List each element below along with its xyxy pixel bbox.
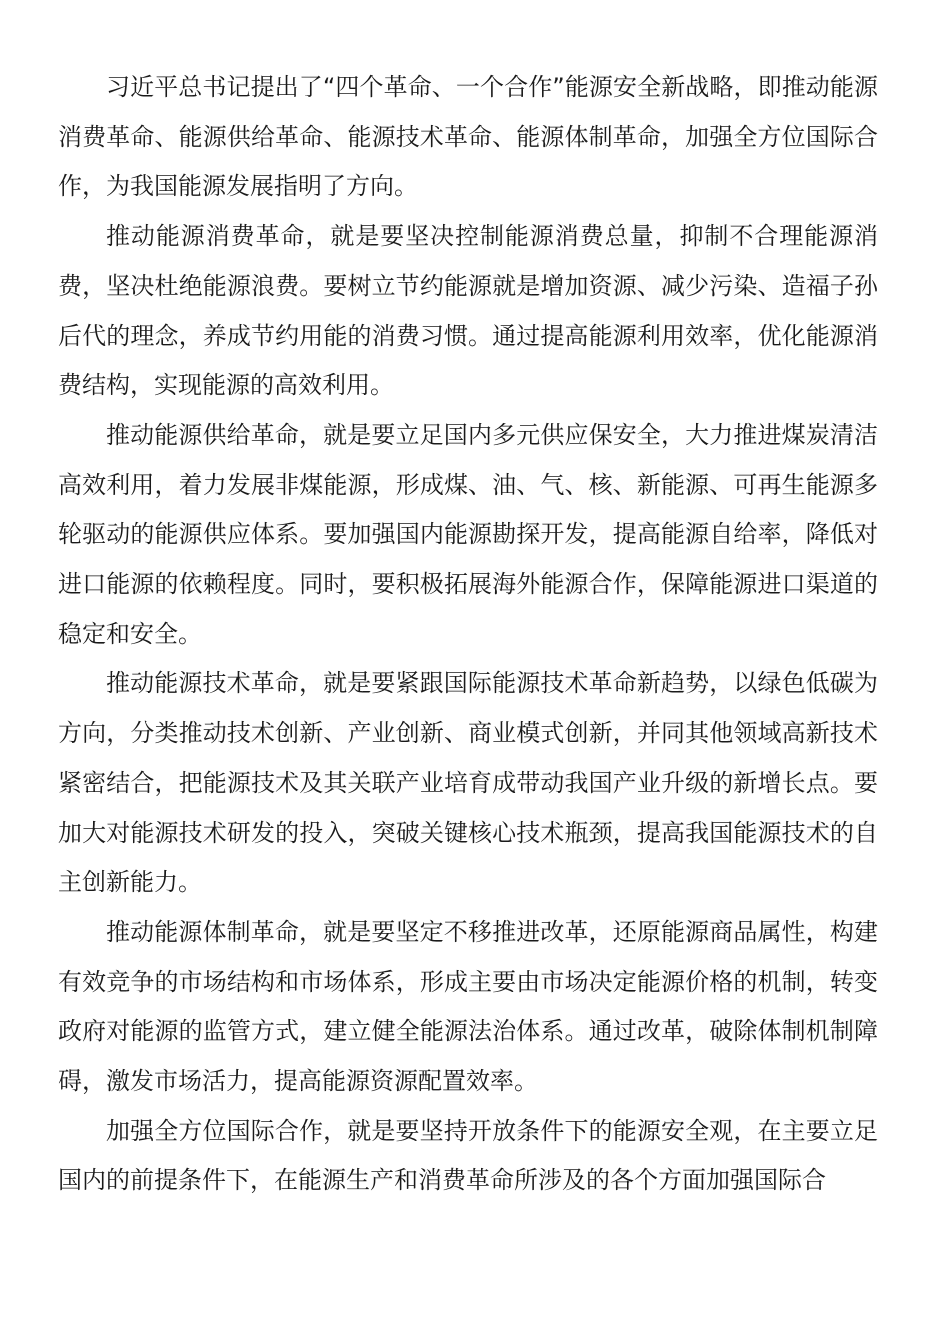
paragraph-international-cooperation: 加强全方位国际合作，就是要坚持开放条件下的能源安全观，在主要立足国内的前提条件下，在能源生产和消费革命所涉及的各个方面加强国际合 xyxy=(58,1116,878,1195)
document-body xyxy=(58,63,878,1206)
paragraph-system-revolution: 推动能源体制革命，就是要坚定不移推进改革，还原能源商品属性，构建有效竞争的市场结构和市场体系，形成主要由市场决定能源价格的机制，转变政府对能源的监管方式，建立健全能源法治体系。通过改革，破除体制机制障碍，激发市场活力，提高能源资源配置效率。 xyxy=(58,917,878,1096)
paragraph-consumption-revolution: 推动能源消费革命，就是要坚决控制能源消费总量，抑制不合理能源消费，坚决杜绝能源浪费。要树立节约能源就是增加资源、减少污染、造福子孙后代的理念，养成节约用能的消费习惯。通过提高能源利用效率，优化能源消费结构，实现能源的高效利用。 xyxy=(58,222,878,400)
paragraph-technology-revolution: 推动能源技术革命，就是要紧跟国际能源技术革命新趋势，以绿色低碳为方向，分类推动技术创新、产业创新、商业模式创新，并同其他领域高新技术紧密结合，把能源技术及其关联产业培育成带动我国产业升级的新增长点。要加大对能源技术研发的投入，突破关键核心技术瓶颈，提高我国能源技术的自主创新能力。 xyxy=(58,669,878,897)
paragraph-supply-revolution: 推动能源供给革命，就是要立足国内多元供应保安全，大力推进煤炭清洁高效利用，着力发展非煤能源，形成煤、油、气、核、新能源、可再生能源多轮驱动的能源供应体系。要加强国内能源勘探开发，提高能源自给率，降低对进口能源的依赖程度。同时，要积极拓展海外能源合作，保障能源进口渠道的稳定和安全。 xyxy=(58,420,878,648)
paragraph-intro: 习近平总书记提出了“四个革命、一个合作”能源安全新战略，即推动能源消费革命、能源供给革命、能源技术革命、能源体制革命，加强全方位国际合作，为我国能源发展指明了方向。 xyxy=(58,73,878,201)
